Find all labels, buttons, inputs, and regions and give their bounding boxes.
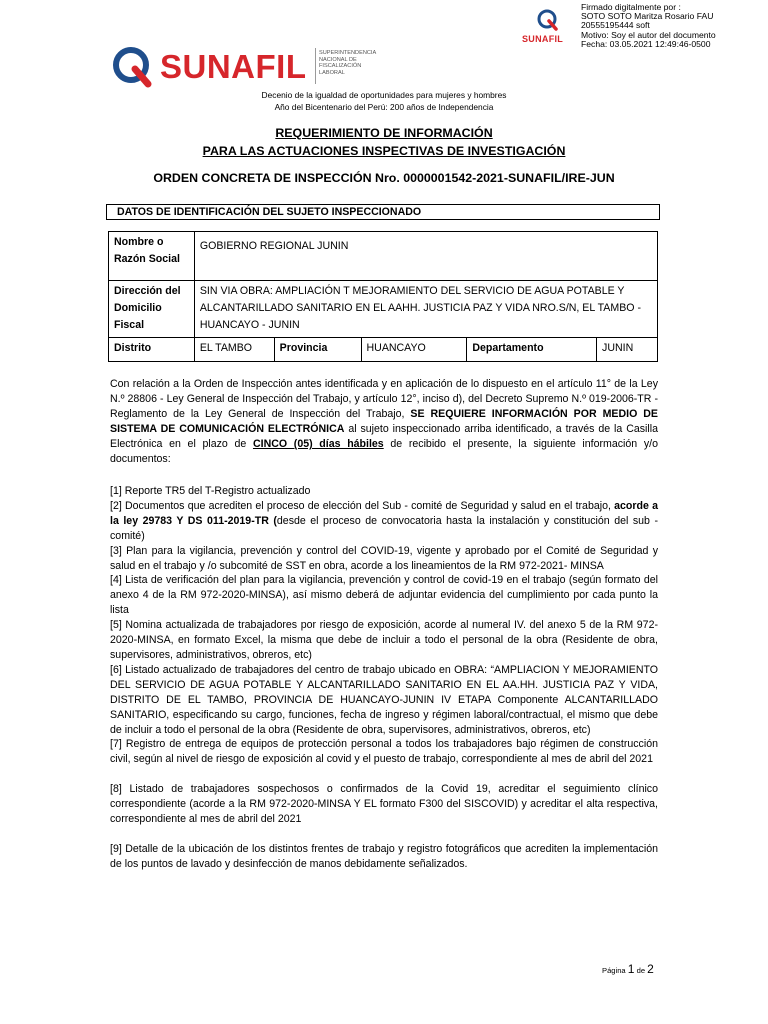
list-item: [8] Listado de trabajadores sospechosos o confirmados de la Covid 19, acreditar el seguimiento clínico correspondiente (acorde a la RM 972-2020-MINSA Y EL formato F300 del SISCOVID) y acreditar el alta respectiva, correspondiente al mes de abril del 2021 — [110, 783, 658, 825]
datos-identificacion-header: DATOS DE IDENTIFICACIÓN DEL SUJETO INSPECCIONADO — [106, 204, 660, 220]
signature-text — [581, 3, 716, 49]
logo-subtitle — [319, 50, 376, 76]
decenio-line: Año del Bicentenario del Perú: 200 años de Independencia — [274, 102, 494, 113]
table-row — [109, 281, 658, 338]
intro-text: de recibido el presente, la siguiente información y/o documentos: — [110, 438, 659, 466]
table-row — [109, 232, 658, 281]
spacer — [110, 827, 658, 842]
direccion-value: SIN VIA OBRA: AMPLIACIÓN T MEJORAMIENTO DEL SERVICIO DE AGUA POTABLE Y ALCANTARILLADO SANITARIO EN EL AAHH. JUSTICIA PAZ Y VIDA NRO.S/N, EL TAMBO - HUANCAYO - JUNIN — [194, 281, 657, 338]
intro-text: al sujeto inspeccionado arriba identificado, a través de la Casilla Electrónica en el plazo de — [110, 423, 658, 451]
identification-table — [108, 231, 658, 362]
list-item — [110, 499, 658, 544]
logo-subtitle-line: SUPERINTENDENCIA — [319, 50, 377, 56]
item-text: [2] Documentos que acrediten el proceso de elección del Sub - comité de Seguridad y salud en el trabajo, — [110, 499, 615, 512]
page-current: 1 — [627, 962, 635, 976]
document-title: REQUERIMIENTO DE INFORMACIÓN — [275, 126, 493, 140]
nombre-value: GOBIERNO REGIONAL JUNIN — [194, 232, 657, 281]
distrito-value: EL TAMBO — [194, 338, 274, 362]
list-item: [1] Reporte TR5 del T-Registro actualizado — [110, 485, 311, 497]
signature-line: Firmado digitalmente por : — [581, 2, 681, 12]
logo-subtitle-line: FISCALIZACIÓN — [319, 63, 362, 70]
list-item: [6] Listado actualizado de trabajadores del centro de trabajo ubicado en OBRA: “AMPLIACION Y MEJORAMIENTO DEL SERVICIO DE AGUA POTABLE Y ALCANTARILLADO SANITARIO EN EL AA.HH. JUSTICIA PAZ Y VIDA, DISTRITO DE EL TAMBO, PROVINCIA DE HUANCAYO-JUNIN IV ETAPA Componente ALCANTARILLADO SANITARIO, especificando su cargo, funciones, fecha de ingreso y régimen laboral/contractual, el mismo que debe de incluir a todo el personal de la obra (Residente de obra, supervisores, administrativos, obreros, etc) — [110, 663, 658, 736]
decenio-line: Decenio de la igualdad de oportunidades para mujeres y hombres — [261, 90, 507, 100]
page-total: 2 — [647, 962, 654, 976]
table-row — [109, 338, 658, 362]
distrito-label: Distrito — [109, 338, 195, 362]
sunafil-logo — [110, 42, 390, 90]
signature-line: Fecha: 03.05.2021 12:49:46-0500 — [581, 38, 711, 49]
departamento-value: JUNIN — [597, 338, 658, 362]
item-bold-text: acorde a la ley 29783 Y DS 011-2019-TR ( — [110, 499, 658, 527]
item-text: desde el proceso de convocatoria hasta la instalación y constitución del sub - comité) — [110, 514, 658, 542]
intro-bold-deadline: CINCO (05) días hábiles — [252, 438, 384, 451]
sunafil-q-icon — [110, 44, 156, 90]
list-item: [9] Detalle de la ubicación de los distintos frentes de trabajo y registro fotográficos que acrediten la implementación de los puntos de lavado y desinfección de manos debidamente señalizados. — [110, 842, 658, 870]
signature-line: Motivo: Soy el autor del documento — [581, 29, 716, 40]
list-item: [7] Registro de entrega de equipos de protección personal a todos los trabajadores bajo régimen de construcción civil, según al nivel de riesgo de exposición al covid y el puesto de trabajo, correspondiente al mes de abril del 2021 — [110, 738, 658, 766]
signature-logo-word: SUNAFIL — [522, 34, 564, 44]
departamento-label: Departamento — [467, 338, 597, 362]
signature-line: SOTO SOTO Maritza Rosario FAU — [581, 11, 714, 22]
logo-subtitle-line: LABORAL — [319, 69, 345, 76]
nombre-label: Nombre o Razón Social — [109, 232, 195, 281]
document-subtitle: PARA LAS ACTUACIONES INSPECTIVAS DE INVESTIGACIÓN — [202, 144, 566, 158]
direccion-label: Dirección del Domicilio Fiscal — [109, 281, 195, 338]
requirements-list — [110, 484, 658, 872]
list-item: [5] Nomina actualizada de trabajadores por riesgo de exposición, acorde al numeral IV. del anexo 5 de la RM 972-2020-MINSA, en formato Excel, la misma que debe de incluir a todo el personal de la obra (Residente de obra, supervisores, administrativos, obreros, etc) — [110, 619, 658, 661]
signature-line: 20555195444 soft — [581, 20, 650, 31]
intro-bold-requirement: SE REQUIERE INFORMACIÓN POR MEDIO DE SISTEMA DE COMUNICACIÓN ELECTRÓNICA — [110, 408, 658, 436]
intro-paragraph — [110, 377, 658, 468]
page-of: de — [636, 966, 646, 975]
logo-subtitle-line: NACIONAL DE — [319, 56, 357, 63]
spacer — [110, 767, 658, 782]
intro-text: Con relación a la Orden de Inspección antes identificada y en aplicación de lo dispuesto en el artículo 11° de la Ley N.º 28806 - Ley General de Inspección del Trabajo, y artículo 12°, inciso d), del Decreto Supremo N.º 019-2006-TR - Reglamento de la Ley General de Inspección del Trabajo, — [110, 378, 658, 421]
provincia-label: Provincia — [274, 338, 361, 362]
list-item: [4] Lista de verificación del plan para la vigilancia, prevención y control de covid-19 en el trabajo (según formato del anexo 4 de la RM 972-2020-MINSA), así mismo deberá de adjuntar evidencia del cumplimiento por cada punto la lista — [110, 574, 658, 617]
page-label: Página — [602, 966, 626, 975]
sunafil-q-icon — [536, 8, 560, 32]
orden-inspeccion: ORDEN CONCRETA DE INSPECCIÓN Nro. 0000001542-2021-SUNAFIL/IRE-JUN — [153, 171, 615, 185]
page-number — [602, 962, 654, 976]
decenio-heading — [0, 89, 768, 114]
provincia-value: HUANCAYO — [361, 338, 467, 362]
digital-signature-stamp — [520, 2, 764, 50]
logo-divider — [315, 48, 316, 84]
logo-word: SUNAFIL — [160, 48, 307, 85]
list-item: [3] Plan para la vigilancia, prevención y control del COVID-19, vigente y aprobado por el Comité de Seguridad y salud en el trabajo y /o subcomité de SST en obra, acorde a los lineamientos de la RM 972-2021- MINSA — [110, 544, 658, 572]
signature-sunafil-logo — [522, 6, 576, 48]
